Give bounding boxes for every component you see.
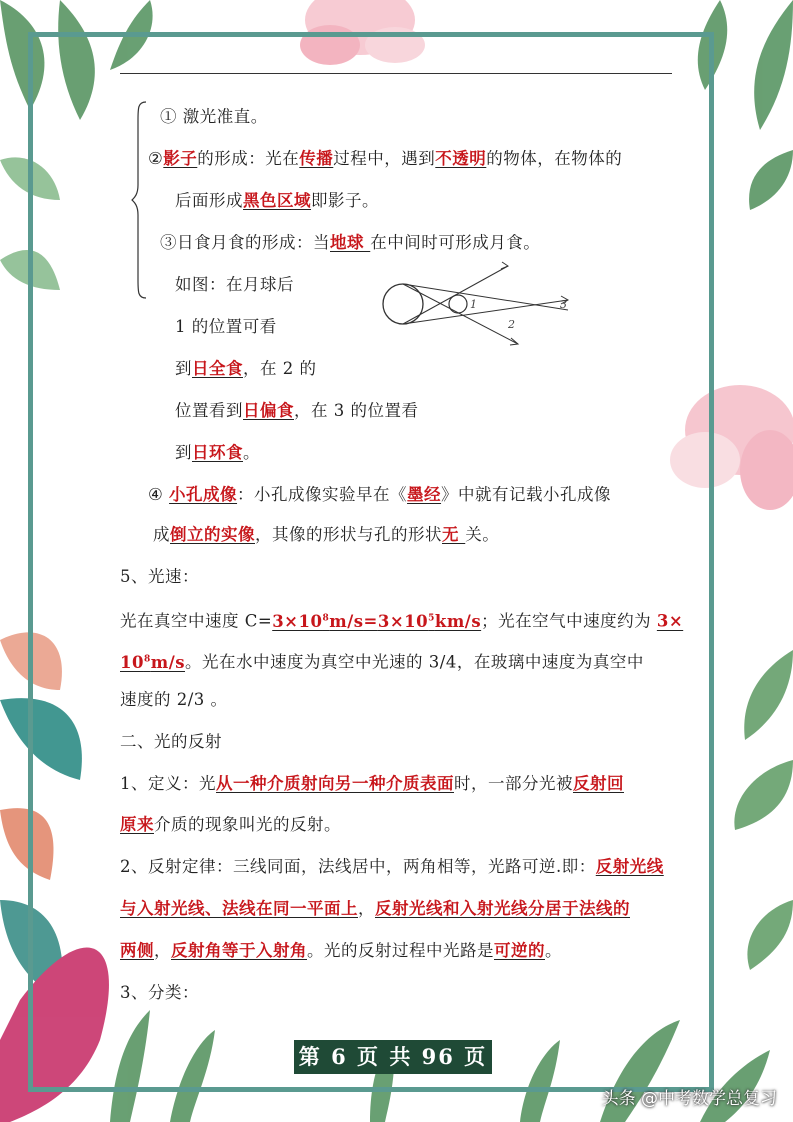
hl-equals: = bbox=[363, 611, 378, 631]
left-brace bbox=[130, 100, 150, 300]
watermark: 头条 @中考数学总复习 bbox=[601, 1089, 777, 1109]
item-eclipse-b: 在中间时可形成月食。 bbox=[370, 233, 541, 252]
item-pinhole-b: ：小孔成像实验早在《 bbox=[237, 485, 408, 504]
hl-speed-kms-base: 3×10 bbox=[377, 611, 429, 631]
hl-air-speed-start: 3× bbox=[656, 611, 684, 631]
hl-air-speed-base: 10 bbox=[120, 652, 144, 672]
law-line-1-a: 2、反射定律：三线同面，法线居中，两角相等，光路可逆.即： bbox=[120, 857, 596, 876]
speed-line-2 bbox=[120, 648, 644, 674]
hl-original: 原来 bbox=[120, 815, 154, 834]
law-line-3 bbox=[120, 940, 562, 962]
law-line-2 bbox=[120, 898, 630, 920]
item-pinhole-a: ④ bbox=[148, 485, 170, 504]
law-line-3-b: 。光的反射过程中光路是 bbox=[307, 941, 494, 960]
eclipse-text-4-a: 位置看到 bbox=[175, 401, 243, 420]
page-number-badge: 第 6 页 共 96 页 bbox=[294, 1040, 492, 1074]
item-shadow-cont-b: 即影子。 bbox=[311, 191, 379, 210]
hl-partial-eclipse: 日偏食 bbox=[243, 401, 294, 420]
hl-propagation: 传播 bbox=[299, 149, 334, 168]
definition-line-1 bbox=[120, 773, 624, 795]
speed-line-1 bbox=[120, 607, 683, 633]
hl-speed-ms-exp: 8 bbox=[322, 613, 330, 623]
item-eclipse-a: ③日食月食的形成：当 bbox=[160, 233, 330, 252]
diagram-label-3: 3 bbox=[560, 298, 567, 311]
hl-two-sides: 两侧 bbox=[120, 941, 154, 960]
eclipse-text-1: 如图：在月球后 bbox=[175, 275, 294, 294]
hl-opaque: 不透明 bbox=[435, 149, 487, 168]
hl-speed-ms-unit: m/s bbox=[329, 611, 364, 631]
item-shadow-pre: ② bbox=[148, 149, 164, 168]
item-shadow-b: 过程中，遇到 bbox=[333, 149, 436, 168]
item-pinhole-cont-a: 成 bbox=[153, 525, 170, 544]
item-pinhole-cont-c: 关。 bbox=[465, 525, 500, 544]
eclipse-text-2: 1 的位置可看 bbox=[175, 317, 277, 336]
classification-heading: 3、分类： bbox=[120, 983, 199, 1002]
hl-speed-kms bbox=[378, 612, 481, 631]
item-pinhole-c: 》中就有记载小孔成像 bbox=[441, 485, 612, 504]
hl-medium-surface: 从一种介质射向另一种介质表面 bbox=[216, 774, 454, 793]
hl-no: 无 bbox=[442, 525, 466, 544]
definition-line-2-a: 介质的现象叫光的反射。 bbox=[154, 815, 341, 834]
diagram-label-2: 2 bbox=[508, 318, 515, 331]
definition-line-2 bbox=[120, 814, 341, 836]
eclipse-text-5 bbox=[175, 442, 260, 464]
hl-reversible: 可逆的 bbox=[494, 941, 545, 960]
item-shadow-c: 的物体，在物体的 bbox=[486, 149, 623, 168]
item-shadow-a: 的形成：光在 bbox=[197, 149, 300, 168]
speed-line-1-b: ；光在空气中速度约为 bbox=[481, 611, 657, 631]
hl-reflected-ray: 反射光线 bbox=[595, 857, 664, 876]
eclipse-text-3-b: ，在 2 的 bbox=[243, 359, 317, 378]
speed-line-3: 速度的 2/3 。 bbox=[120, 690, 228, 709]
hl-mojing: 墨经 bbox=[407, 485, 442, 504]
eclipse-text-5-a: 到 bbox=[175, 443, 192, 462]
hl-speed-ms bbox=[272, 612, 363, 631]
item-eclipse bbox=[160, 232, 540, 254]
hl-pinhole: 小孔成像 bbox=[169, 485, 238, 504]
diagram-label-1: 1 bbox=[470, 298, 477, 311]
hl-air-speed-unit: m/s bbox=[150, 652, 186, 672]
sun-circle bbox=[383, 284, 423, 324]
reflection-heading: 二、光的反射 bbox=[120, 732, 222, 751]
item-pinhole-cont-b: ，其像的形状与孔的形状 bbox=[255, 525, 442, 544]
item-shadow-cont-a: 后面形成 bbox=[175, 191, 243, 210]
item-pinhole bbox=[148, 484, 611, 506]
hl-equal-angles: 反射角等于入射角 bbox=[171, 941, 307, 960]
hl-annular-eclipse: 日环食 bbox=[192, 443, 243, 462]
hl-speed-ms-base: 3×10 bbox=[272, 611, 323, 631]
hl-black-area: 黑色区域 bbox=[243, 191, 311, 210]
item-shadow bbox=[148, 148, 622, 170]
speed-line-2-a: 。光在水中速度为真空中光速的 3/4，在玻璃中速度为真空中 bbox=[185, 652, 644, 672]
hl-air-speed-exp: 8 bbox=[143, 654, 151, 664]
eclipse-diagram bbox=[378, 260, 578, 350]
law-line-3-c: 。 bbox=[545, 941, 562, 960]
hl-earth: 地球 bbox=[330, 233, 371, 252]
moon-circle bbox=[449, 295, 467, 313]
hl-shadow: 影子 bbox=[163, 149, 198, 168]
hl-reflect-back: 反射回 bbox=[573, 774, 624, 793]
law-line-2-a: ， bbox=[358, 899, 375, 918]
eclipse-text-5-b: 。 bbox=[243, 443, 260, 462]
hl-speed-kms-exp: 5 bbox=[428, 613, 435, 623]
hl-same-plane: 与入射光线、法线在同一平面上 bbox=[120, 899, 358, 918]
header-rule bbox=[120, 73, 672, 74]
hl-speed-kms-unit: km/s bbox=[434, 611, 482, 631]
item-shadow-cont bbox=[175, 190, 379, 212]
eclipse-text-3-a: 到 bbox=[175, 359, 192, 378]
hl-inverted-real-image: 倒立的实像 bbox=[170, 525, 255, 544]
law-line-3-a: ， bbox=[154, 941, 171, 960]
definition-line-1-a: 1、定义：光 bbox=[120, 774, 216, 793]
speed-heading: 5、光速： bbox=[120, 567, 199, 586]
hl-air-speed-end bbox=[120, 653, 185, 672]
speed-line-1-a: 光在真空中速度 C= bbox=[120, 611, 273, 631]
eclipse-text-3 bbox=[175, 358, 317, 380]
law-line-1 bbox=[120, 856, 664, 878]
item-pinhole-cont bbox=[153, 524, 499, 546]
definition-line-1-b: 时，一部分光被 bbox=[454, 774, 573, 793]
hl-total-eclipse: 日全食 bbox=[192, 359, 243, 378]
eclipse-text-4-b: ，在 3 的位置看 bbox=[294, 401, 419, 420]
hl-both-sides: 反射光线和入射光线分居于法线的 bbox=[375, 899, 630, 918]
eclipse-text-4 bbox=[175, 400, 419, 422]
item-laser: ① 激光准直。 bbox=[160, 107, 268, 126]
